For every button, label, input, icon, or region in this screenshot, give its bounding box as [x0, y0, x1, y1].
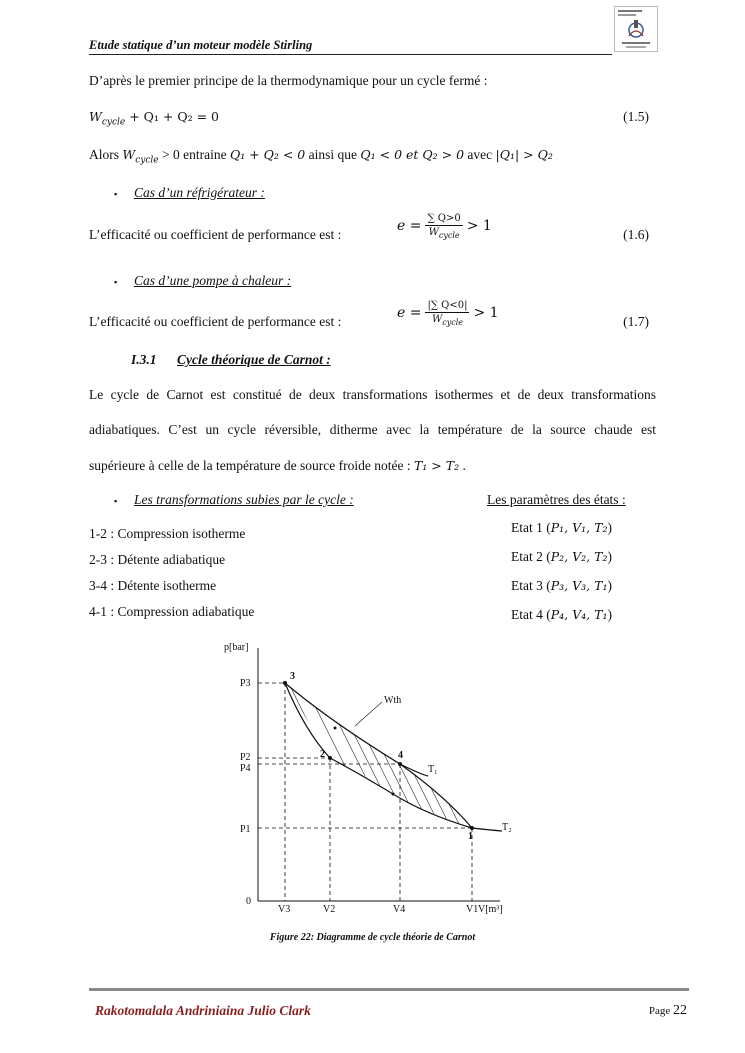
transformation-item: 1-2 : Compression isotherme — [89, 526, 246, 541]
etat-close: ) — [607, 549, 612, 564]
heading-refrigerateur: Cas d’un réfrigérateur : — [134, 185, 265, 200]
para-line-2: adiabatiques. C’est un cycle réversible, ditherme avec la température de la source chaude est — [89, 422, 656, 437]
eq15-w: W — [89, 109, 102, 124]
equation-number-1-7: (1.7) — [623, 314, 649, 329]
header-rule — [89, 54, 612, 55]
etat-vars: P₂, V₂, T₂ — [550, 549, 608, 564]
etat-close: ) — [607, 607, 612, 622]
point-4 — [398, 762, 402, 766]
origin-label: 0 — [246, 896, 251, 907]
etat-item — [511, 520, 612, 536]
alors-p4: avec — [464, 147, 496, 162]
p-tick-label: P1 — [240, 824, 251, 835]
bullet-transformations: ▪ — [114, 496, 118, 506]
section-title: Cycle théorique de Carnot : — [177, 352, 331, 367]
footer-author: Rakotomalala Andriniaina Julio Clark — [95, 1003, 311, 1018]
v-tick-label: V4 — [393, 904, 406, 915]
para-l3-end: . — [459, 458, 466, 473]
alors-p1: Alors — [89, 147, 123, 162]
work-label: Wth — [384, 695, 402, 706]
equation-1-7 — [397, 300, 499, 327]
equation-1-5 — [89, 109, 219, 128]
point-label-4: 4 — [398, 750, 403, 761]
section-number: I.3.1 — [131, 352, 157, 367]
etat-vars: P₁, V₁, T₂ — [550, 520, 608, 535]
transformation-item: 4-1 : Compression adiabatique — [89, 604, 255, 619]
footer-page — [649, 1003, 687, 1019]
etat-label: Etat 4 ( — [511, 607, 551, 622]
para-line-1: Le cycle de Carnot est constitué de deux transformations isothermes et de deux transformations — [89, 387, 656, 402]
etat-label: Etat 2 ( — [511, 549, 551, 564]
p-tick-label: P2 — [240, 752, 251, 763]
p-tick-label: P4 — [240, 763, 251, 774]
etat-close: ) — [607, 578, 612, 593]
eff1-tail: > 1 — [466, 218, 492, 235]
footer-rule — [89, 988, 689, 991]
carnot-diagram — [210, 636, 540, 921]
figure-caption: Figure 22: Diagramme de cycle théorie de Carnot — [269, 932, 476, 943]
alors-p2: > 0 entraine — [158, 147, 230, 162]
transformation-item: 2-3 : Détente adiabatique — [89, 552, 226, 567]
para-l3-math: T₁ > T₂ — [413, 458, 460, 473]
alors-w: W — [122, 147, 136, 162]
v-tick-label: V1 — [466, 904, 479, 915]
equation-number-1-5: (1.5) — [623, 109, 649, 124]
point-label-1: 1 — [468, 831, 473, 842]
etat-close: ) — [607, 520, 612, 535]
eff2-num: |∑ Q<0| — [427, 300, 468, 311]
eff2-e: e = — [397, 305, 422, 322]
mid-dot — [334, 727, 337, 730]
isotherm-cold-label: T₂ — [502, 822, 512, 833]
logo-image — [614, 6, 658, 52]
eff2-densub: cycle — [442, 318, 463, 327]
point-2 — [328, 756, 332, 760]
bullet-refrigerateur: ▪ — [114, 189, 118, 199]
etat-vars: P₃, V₃, T₁ — [550, 578, 608, 593]
y-axis-label: p[bar] — [224, 642, 249, 653]
page-label: Page — [648, 1005, 671, 1017]
bullet-pompe: ▪ — [114, 277, 118, 287]
equation-number-1-6: (1.6) — [623, 227, 649, 242]
transformation-item: 3-4 : Détente isotherme — [89, 578, 217, 593]
isotherm-hot-label: T₁ — [428, 764, 438, 775]
para-l3-text: supérieure à celle de la température de source froide notée : — [89, 458, 414, 473]
etat-vars: P₄, V₄, T₁ — [550, 607, 608, 622]
page-number: 22 — [673, 1003, 687, 1018]
para-line-3 — [89, 458, 466, 474]
eff2-tail: > 1 — [473, 305, 499, 322]
etat-item — [511, 578, 612, 594]
eff1-densub: cycle — [438, 231, 460, 240]
eq15-rest: + Q₁ + Q₂ = 0 — [125, 109, 219, 124]
eq15-sub: cycle — [101, 117, 126, 128]
intro-text: D’après le premier principe de la thermodynamique pour un cycle fermé : — [89, 73, 488, 88]
eff1-e: e = — [397, 218, 422, 235]
alors-p3: ainsi que — [305, 147, 361, 162]
alors-q1: Q₁ < 0 et Q₂ > 0 — [360, 147, 465, 162]
eff1-label: L’efficacité ou coefficient de performance est : — [89, 227, 342, 242]
eff2-den: W — [431, 314, 443, 325]
x-axis-label: V[m³] — [478, 904, 503, 915]
eff1-num: ∑ Q>0 — [427, 213, 461, 224]
eff1-fraction — [425, 213, 462, 240]
work-pointer — [355, 702, 382, 726]
etat-item — [511, 549, 612, 565]
eff1-den: W — [428, 227, 439, 238]
etat-label: Etat 3 ( — [511, 578, 551, 593]
v-tick-label: V3 — [278, 904, 291, 915]
point-label-2: 2 — [320, 749, 325, 760]
alors-line — [89, 147, 553, 166]
v-tick-label: V2 — [323, 904, 336, 915]
heading-transformations: Les transformations subies par le cycle : — [134, 492, 354, 507]
heading-pompe: Cas d’une pompe à chaleur : — [134, 273, 292, 288]
isotherm-cold-curve — [330, 758, 502, 831]
alors-q12: Q₁ + Q₂ < 0 — [229, 147, 306, 162]
alors-abs: |Q₁| > Q₂ — [495, 147, 553, 162]
point-label-3: 3 — [290, 671, 295, 682]
equation-1-6 — [397, 213, 492, 240]
etat-item — [511, 607, 612, 623]
alors-wsub: cycle — [135, 155, 159, 166]
etat-label: Etat 1 ( — [511, 520, 551, 535]
dashed-guides — [258, 683, 472, 901]
eff2-fraction — [425, 300, 469, 327]
isotherm-hot-curve — [285, 683, 428, 776]
header-title: Etude statique d’un moteur modèle Stirling — [89, 38, 313, 52]
work-hatch — [270, 676, 485, 856]
point-3 — [283, 681, 287, 685]
heading-etats: Les paramètres des états : — [487, 492, 626, 507]
mid-dot — [392, 793, 395, 796]
point-1 — [470, 826, 474, 830]
p-tick-label: P3 — [240, 678, 251, 689]
eff2-label: L’efficacité ou coefficient de performance est : — [89, 314, 342, 329]
